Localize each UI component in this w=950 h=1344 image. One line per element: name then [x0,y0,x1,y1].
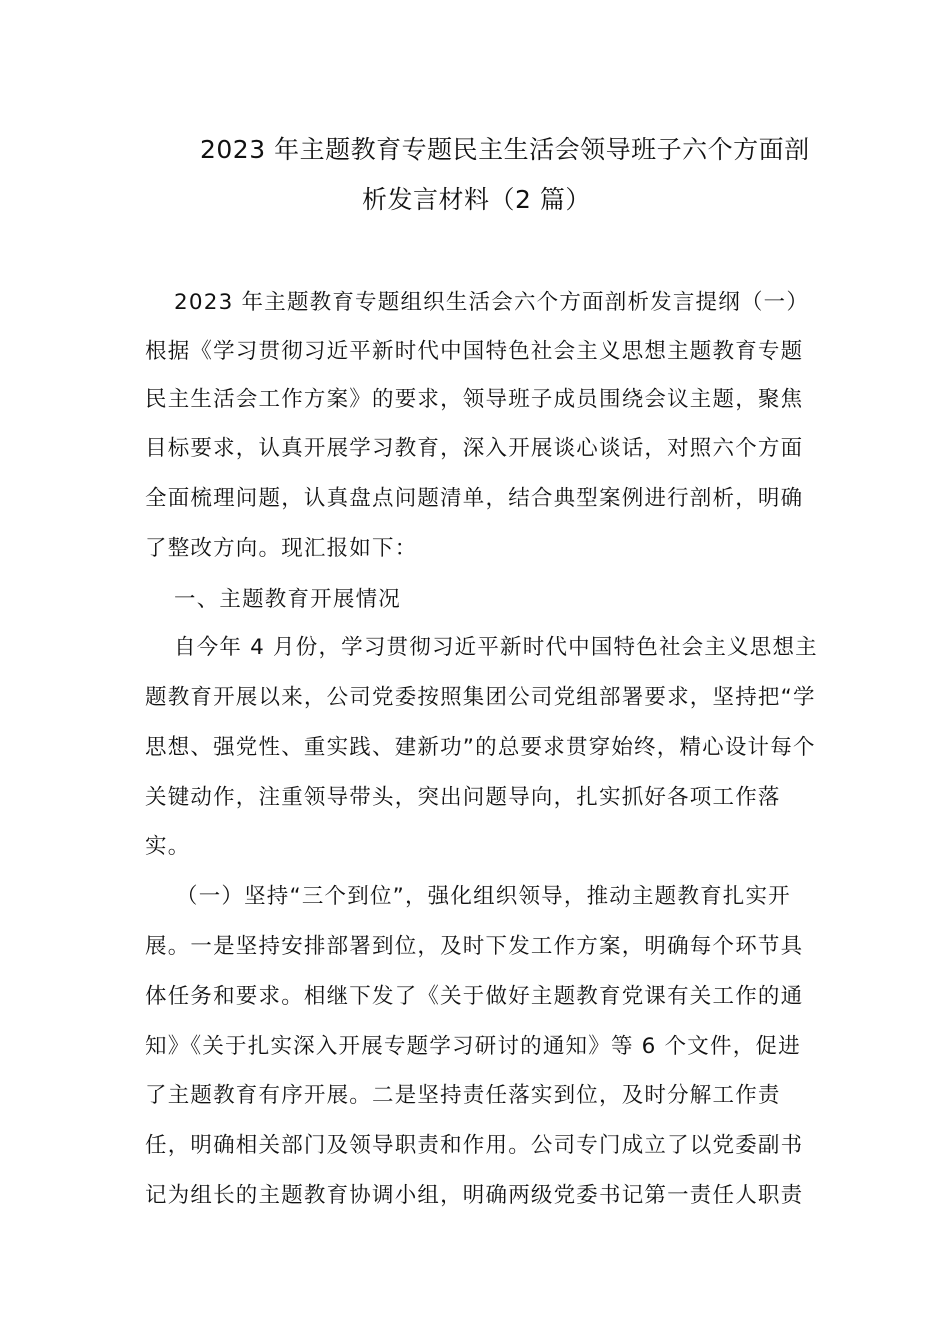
section-heading: 一、主题教育开展情况 [174,587,402,612]
paragraph-line: 实。 [145,834,191,859]
paragraph-line: 体任务和要求。相继下发了《关于做好主题教育党课有关工作的通 [145,984,804,1009]
paragraph-line: 自今年 4 月份，学习贯彻习近平新时代中国特色社会主义思想主 [174,635,818,660]
paragraph-line: 根据《学习贯彻习近平新时代中国特色社会主义思想主题教育专题 [145,339,804,364]
paragraph-line: 了主题教育有序开展。二是坚持责任落实到位，及时分解工作责 [145,1083,781,1108]
paragraph-line: 记为组长的主题教育协调小组，明确两级党委书记第一责任人职责 [145,1183,804,1208]
document-title-line-1: 2023 年主题教育专题民主生活会领导班子六个方面剖 [200,135,810,164]
paragraph-line: 展。一是坚持安排部署到位，及时下发工作方案，明确每个环节具 [145,934,804,959]
paragraph-line: 思想、强党性、重实践、建新功”的总要求贯穿始终，精心设计每个 [145,735,816,760]
document-title-line-2: 析发言材料（2 篇） [362,185,591,214]
paragraph-line: 民主生活会工作方案》的要求，领导班子成员围绕会议主题，聚焦 [145,387,804,412]
paragraph-line: 题教育开展以来，公司党委按照集团公司党组部署要求，坚持把“学 [145,685,816,710]
paragraph-line: 全面梳理问题，认真盘点问题清单，结合典型案例进行剖析，明确 [145,486,804,511]
paragraph-line: 任，明确相关部门及领导职责和作用。公司专门成立了以党委副书 [145,1133,804,1158]
paragraph-line: 了整改方向。现汇报如下： [145,536,418,561]
paragraph-line: 关键动作，注重领导带头，突出问题导向，扎实抓好各项工作落 [145,785,781,810]
paragraph-line: 2023 年主题教育专题组织生活会六个方面剖析发言提纲（一） [174,290,810,315]
paragraph-line: 目标要求，认真开展学习教育，深入开展谈心谈话，对照六个方面 [145,436,804,461]
paragraph-line: （一）坚持“三个到位”，强化组织领导，推动主题教育扎实开 [176,884,791,909]
paragraph-line: 知》《关于扎实深入开展专题学习研讨的通知》等 6 个文件，促进 [145,1034,801,1059]
